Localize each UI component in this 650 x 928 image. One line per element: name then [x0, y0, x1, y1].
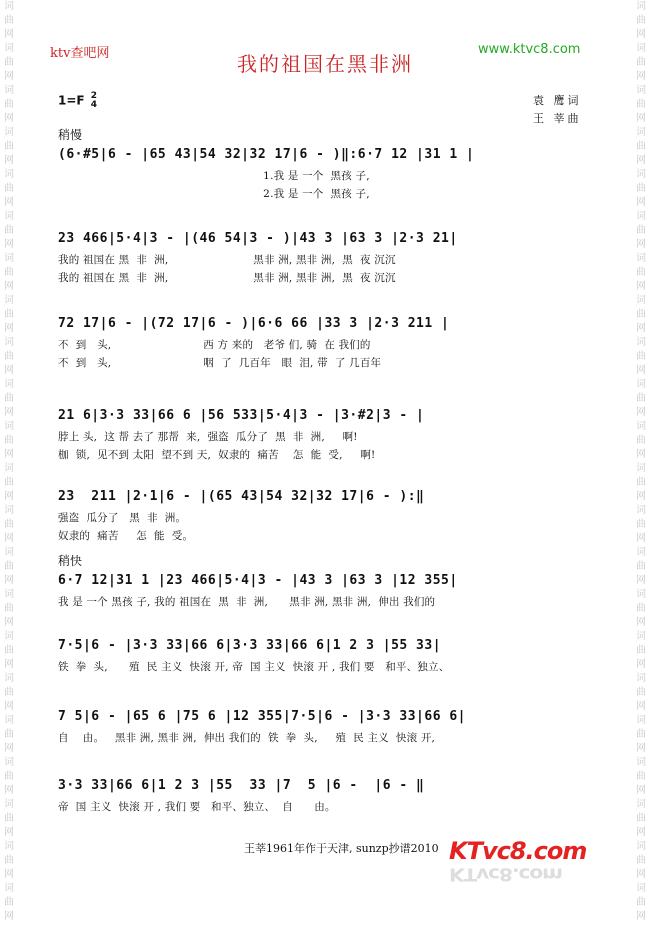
watermark-char: 词 — [636, 211, 646, 222]
watermark-char: 曲 — [636, 477, 646, 488]
watermark-char: 曲 — [636, 645, 646, 656]
watermark-char: 网 — [636, 29, 646, 40]
watermark-char: 词 — [4, 253, 14, 264]
watermark-char: 词 — [636, 631, 646, 642]
lyric-line — [58, 445, 593, 463]
watermark-char: 网 — [636, 533, 646, 544]
notation-line — [58, 775, 593, 797]
lyric-line — [58, 268, 593, 286]
lyric-text: 2.我 是 一个 黑孩 子, — [58, 188, 370, 200]
watermark-char: 词 — [636, 799, 646, 810]
lyric-line — [58, 250, 593, 268]
watermark-char: 词 — [636, 43, 646, 54]
lyricist-credit: 袁 鹰词 — [533, 94, 582, 107]
watermark-char: 网 — [4, 155, 14, 166]
watermark-char: 曲 — [636, 15, 646, 26]
watermark-char: 词 — [4, 463, 14, 474]
watermark-char: 网 — [4, 533, 14, 544]
notation-line — [58, 570, 593, 592]
watermark-char: 网 — [4, 575, 14, 586]
watermark-char: 网 — [4, 659, 14, 670]
watermark-char: 曲 — [4, 435, 14, 446]
watermark-char: 词 — [636, 295, 646, 306]
watermark-char: 网 — [636, 113, 646, 124]
watermark-char: 曲 — [4, 267, 14, 278]
watermark-char: 网 — [4, 491, 14, 502]
watermark-char: 词 — [4, 379, 14, 390]
watermark-char: 词 — [636, 547, 646, 558]
watermark-char: 网 — [636, 785, 646, 796]
watermark-char: 曲 — [636, 435, 646, 446]
notation-text: 21 6|3·3 33|66 6 |56 533|5·4|3 - |3·#2|3 - | — [58, 408, 425, 423]
watermark-char: 曲 — [636, 393, 646, 404]
watermark-char: 词 — [4, 295, 14, 306]
lyric-text: 不 到 头, 咽 了 几百年 眼 泪, 带 了 几百年 — [58, 357, 382, 369]
watermark-char: 词 — [636, 463, 646, 474]
watermark-left-column — [2, 0, 16, 928]
watermark-char: 词 — [636, 169, 646, 180]
lyric-line — [58, 335, 593, 353]
score-system — [58, 706, 593, 746]
watermark-char: 网 — [4, 617, 14, 628]
watermark-char: 网 — [636, 659, 646, 670]
notation-text: 23 466|5·4|3 - |(46 54|3 - )|43 3 |63 3 |2·3 21| — [58, 231, 458, 246]
watermark-char: 曲 — [4, 645, 14, 656]
notation-line — [58, 144, 593, 166]
watermark-char: 词 — [636, 379, 646, 390]
watermark-char: 网 — [4, 827, 14, 838]
watermark-char: 词 — [636, 505, 646, 516]
watermark-char: 曲 — [4, 141, 14, 152]
key-prefix: 1=F — [58, 93, 85, 108]
lyric-line — [58, 657, 593, 675]
song-title: 我的祖国在黑非洲 — [237, 52, 413, 76]
watermark-char: 词 — [636, 841, 646, 852]
lyric-text: 奴隶的 痛苦 怎 能 受。 — [58, 530, 194, 542]
watermark-char: 曲 — [636, 561, 646, 572]
watermark-char: 曲 — [636, 351, 646, 362]
watermark-char: 曲 — [4, 813, 14, 824]
notation-line — [58, 228, 593, 250]
watermark-char: 网 — [4, 29, 14, 40]
watermark-char: 网 — [636, 701, 646, 712]
watermark-char: 网 — [636, 407, 646, 418]
score-system — [58, 486, 593, 544]
watermark-char: 曲 — [636, 813, 646, 824]
lyric-line — [58, 797, 593, 815]
watermark-char: 曲 — [4, 477, 14, 488]
watermark-char: 词 — [4, 799, 14, 810]
watermark-char: 词 — [636, 421, 646, 432]
lyric-text: 脖上 头, 这 帮 去了 那帮 来, 强盗 瓜分了 黑 非 洲, 啊! — [58, 431, 358, 443]
lyric-line — [58, 353, 593, 371]
watermark-char: 词 — [636, 337, 646, 348]
lyric-text: 铁 拳 头, 殖 民 主义 快滚 开, 帝 国 主义 快滚 开 , 我们 要 和平、独立、 — [58, 661, 450, 673]
watermark-char: 词 — [4, 337, 14, 348]
watermark-char: 词 — [4, 211, 14, 222]
watermark-char: 词 — [4, 883, 14, 894]
watermark-char: 网 — [4, 113, 14, 124]
watermark-char: 曲 — [636, 855, 646, 866]
watermark-char: 词 — [636, 127, 646, 138]
logo-text: KTvc8.com — [449, 837, 587, 865]
lyric-line — [58, 728, 593, 746]
lyric-text: 我 是 一个 黑孩 子, 我的 祖国在 黑 非 洲, 黑非 洲, 黑非 洲, 伸出 我们的 — [58, 596, 436, 608]
composer-credit: 王 莘曲 — [533, 112, 582, 125]
notation-text: 3·3 33|66 6|1 2 3 |55 33 |7 5 |6 - |6 - ‖ — [58, 778, 425, 793]
lyric-line — [58, 166, 593, 184]
notation-text: 23 211 |2·1|6 - |(65 43|54 32|32 17|6 - ):‖ — [58, 489, 425, 504]
notation-line — [58, 486, 593, 508]
watermark-char: 网 — [4, 323, 14, 334]
watermark-char: 词 — [636, 757, 646, 768]
watermark-char: 曲 — [636, 309, 646, 320]
watermark-char: 曲 — [4, 897, 14, 908]
watermark-char: 曲 — [636, 141, 646, 152]
watermark-char: 曲 — [4, 855, 14, 866]
tempo-mark-fast: 稍快 — [58, 554, 83, 568]
watermark-char: 网 — [4, 785, 14, 796]
watermark-char: 词 — [4, 43, 14, 54]
watermark-char: 词 — [4, 127, 14, 138]
lyric-line — [58, 184, 593, 202]
watermark-char: 曲 — [636, 729, 646, 740]
score-system — [58, 570, 593, 610]
lyric-text: 不 到 头, 西 方 来的 老爷 们, 骑 在 我们的 — [58, 339, 371, 351]
watermark-char: 曲 — [4, 771, 14, 782]
watermark-char: 词 — [4, 673, 14, 684]
watermark-char: 曲 — [636, 519, 646, 530]
footer-note: 王莘1961年作于天津, sunzp抄谱2010 — [244, 842, 439, 855]
watermark-right-column — [634, 0, 648, 928]
key-signature — [58, 92, 97, 110]
watermark-char: 网 — [636, 869, 646, 880]
time-beats: 2 — [90, 91, 98, 101]
watermark-char: 曲 — [636, 225, 646, 236]
watermark-char: 曲 — [4, 225, 14, 236]
watermark-char: 曲 — [4, 99, 14, 110]
watermark-char: 曲 — [636, 57, 646, 68]
site-url-right[interactable]: www.ktvc8.com — [478, 42, 581, 57]
lyric-text: 枷 锁, 见不到 太阳 望不到 天, 奴隶的 痛苦 怎 能 受, 啊! — [58, 449, 376, 461]
watermark-char: 词 — [636, 589, 646, 600]
watermark-char: 词 — [4, 1, 14, 12]
watermark-char: 网 — [636, 575, 646, 586]
watermark-char: 词 — [4, 715, 14, 726]
watermark-char: 词 — [4, 841, 14, 852]
watermark-char: 网 — [4, 911, 14, 922]
watermark-char: 词 — [636, 1, 646, 12]
watermark-char: 词 — [636, 715, 646, 726]
watermark-char: 网 — [636, 491, 646, 502]
watermark-char: 网 — [4, 365, 14, 376]
watermark-char: 网 — [4, 701, 14, 712]
lyric-text: 自 由。 黑非 洲, 黑非 洲, 伸出 我们的 铁 拳 头, 殖 民 主义 快滚 开, — [58, 732, 436, 744]
watermark-char: 网 — [4, 449, 14, 460]
watermark-char: 网 — [4, 197, 14, 208]
watermark-char: 网 — [636, 827, 646, 838]
lyric-line — [58, 508, 593, 526]
watermark-char: 词 — [636, 85, 646, 96]
tempo-mark-slow: 稍慢 — [58, 128, 83, 142]
score-system — [58, 144, 593, 202]
watermark-char: 曲 — [4, 309, 14, 320]
notation-line — [58, 706, 593, 728]
site-name-left[interactable]: ktv查吧网 — [50, 46, 110, 61]
watermark-char: 网 — [636, 281, 646, 292]
notation-text: 6·7 12|31 1 |23 466|5·4|3 - |43 3 |63 3 |12 355| — [58, 573, 458, 588]
watermark-char: 网 — [636, 323, 646, 334]
notation-text: (6·#5|6 - |65 43|54 32|32 17|6 - )‖:6·7 12 |31 1 | — [58, 147, 475, 162]
watermark-char: 网 — [636, 743, 646, 754]
notation-text: 7·5|6 - |3·3 33|66 6|3·3 33|66 6|1 2 3 |55 33| — [58, 638, 442, 653]
watermark-char: 曲 — [636, 771, 646, 782]
watermark-char: 网 — [636, 449, 646, 460]
score-system — [58, 313, 593, 371]
watermark-char: 曲 — [4, 15, 14, 26]
watermark-char: 网 — [636, 239, 646, 250]
watermark-char: 网 — [4, 869, 14, 880]
watermark-char: 曲 — [4, 393, 14, 404]
watermark-char: 曲 — [636, 183, 646, 194]
watermark-char: 词 — [636, 673, 646, 684]
watermark-char: 网 — [636, 155, 646, 166]
lyric-line — [58, 592, 593, 610]
watermark-char: 词 — [4, 589, 14, 600]
watermark-char: 网 — [4, 239, 14, 250]
time-unit: 4 — [90, 100, 98, 110]
notation-text: 72 17|6 - |(72 17|6 - )|6·6 66 |33 3 |2·3 211 | — [58, 316, 450, 331]
watermark-char: 词 — [636, 253, 646, 264]
lyric-text: 强盗 瓜分了 黑 非 洲。 — [58, 512, 187, 524]
watermark-char: 曲 — [4, 519, 14, 530]
watermark-char: 网 — [636, 617, 646, 628]
watermark-char: 网 — [636, 71, 646, 82]
watermark-char: 曲 — [4, 183, 14, 194]
watermark-char: 曲 — [636, 267, 646, 278]
lyric-text: 1.我 是 一个 黑孩 子, — [58, 170, 370, 182]
watermark-char: 曲 — [4, 729, 14, 740]
watermark-char: 曲 — [4, 561, 14, 572]
watermark-char: 曲 — [4, 603, 14, 614]
score-system — [58, 228, 593, 286]
watermark-char: 网 — [636, 365, 646, 376]
lyric-text: 我的 祖国在 黑 非 洲, 黑非 洲, 黑非 洲, 黑 夜 沉沉 — [58, 254, 396, 266]
lyric-line — [58, 427, 593, 445]
watermark-char: 曲 — [636, 897, 646, 908]
score-system — [58, 775, 593, 815]
watermark-char: 网 — [636, 197, 646, 208]
score-system — [58, 405, 593, 463]
notation-line — [58, 635, 593, 657]
watermark-char: 词 — [4, 757, 14, 768]
watermark-char: 网 — [636, 911, 646, 922]
watermark-char: 曲 — [4, 57, 14, 68]
watermark-char: 词 — [636, 883, 646, 894]
watermark-char: 曲 — [4, 351, 14, 362]
watermark-char: 词 — [4, 547, 14, 558]
watermark-char: 网 — [4, 743, 14, 754]
lyric-line — [58, 526, 593, 544]
watermark-char: 曲 — [636, 99, 646, 110]
lyric-text: 帝 国 主义 快滚 开 , 我们 要 和平、独立、 自 由。 — [58, 801, 336, 813]
score-system — [58, 635, 593, 675]
time-signature — [91, 92, 97, 110]
site-logo — [449, 837, 599, 887]
watermark-char: 词 — [4, 505, 14, 516]
watermark-char: 词 — [4, 421, 14, 432]
watermark-char: 词 — [4, 631, 14, 642]
watermark-char: 网 — [4, 407, 14, 418]
watermark-char: 网 — [4, 71, 14, 82]
watermark-char: 曲 — [4, 687, 14, 698]
notation-line — [58, 313, 593, 335]
lyric-text: 我的 祖国在 黑 非 洲, 黑非 洲, 黑非 洲, 黑 夜 沉沉 — [58, 272, 396, 284]
logo-reflection: KTvc8.com — [449, 864, 562, 886]
notation-line — [58, 405, 593, 427]
watermark-char: 词 — [4, 169, 14, 180]
watermark-char: 词 — [4, 85, 14, 96]
watermark-char: 网 — [4, 281, 14, 292]
watermark-char: 曲 — [636, 603, 646, 614]
watermark-char: 曲 — [636, 687, 646, 698]
notation-text: 7 5|6 - |65 6 |75 6 |12 355|7·5|6 - |3·3 33|66 6| — [58, 709, 467, 724]
